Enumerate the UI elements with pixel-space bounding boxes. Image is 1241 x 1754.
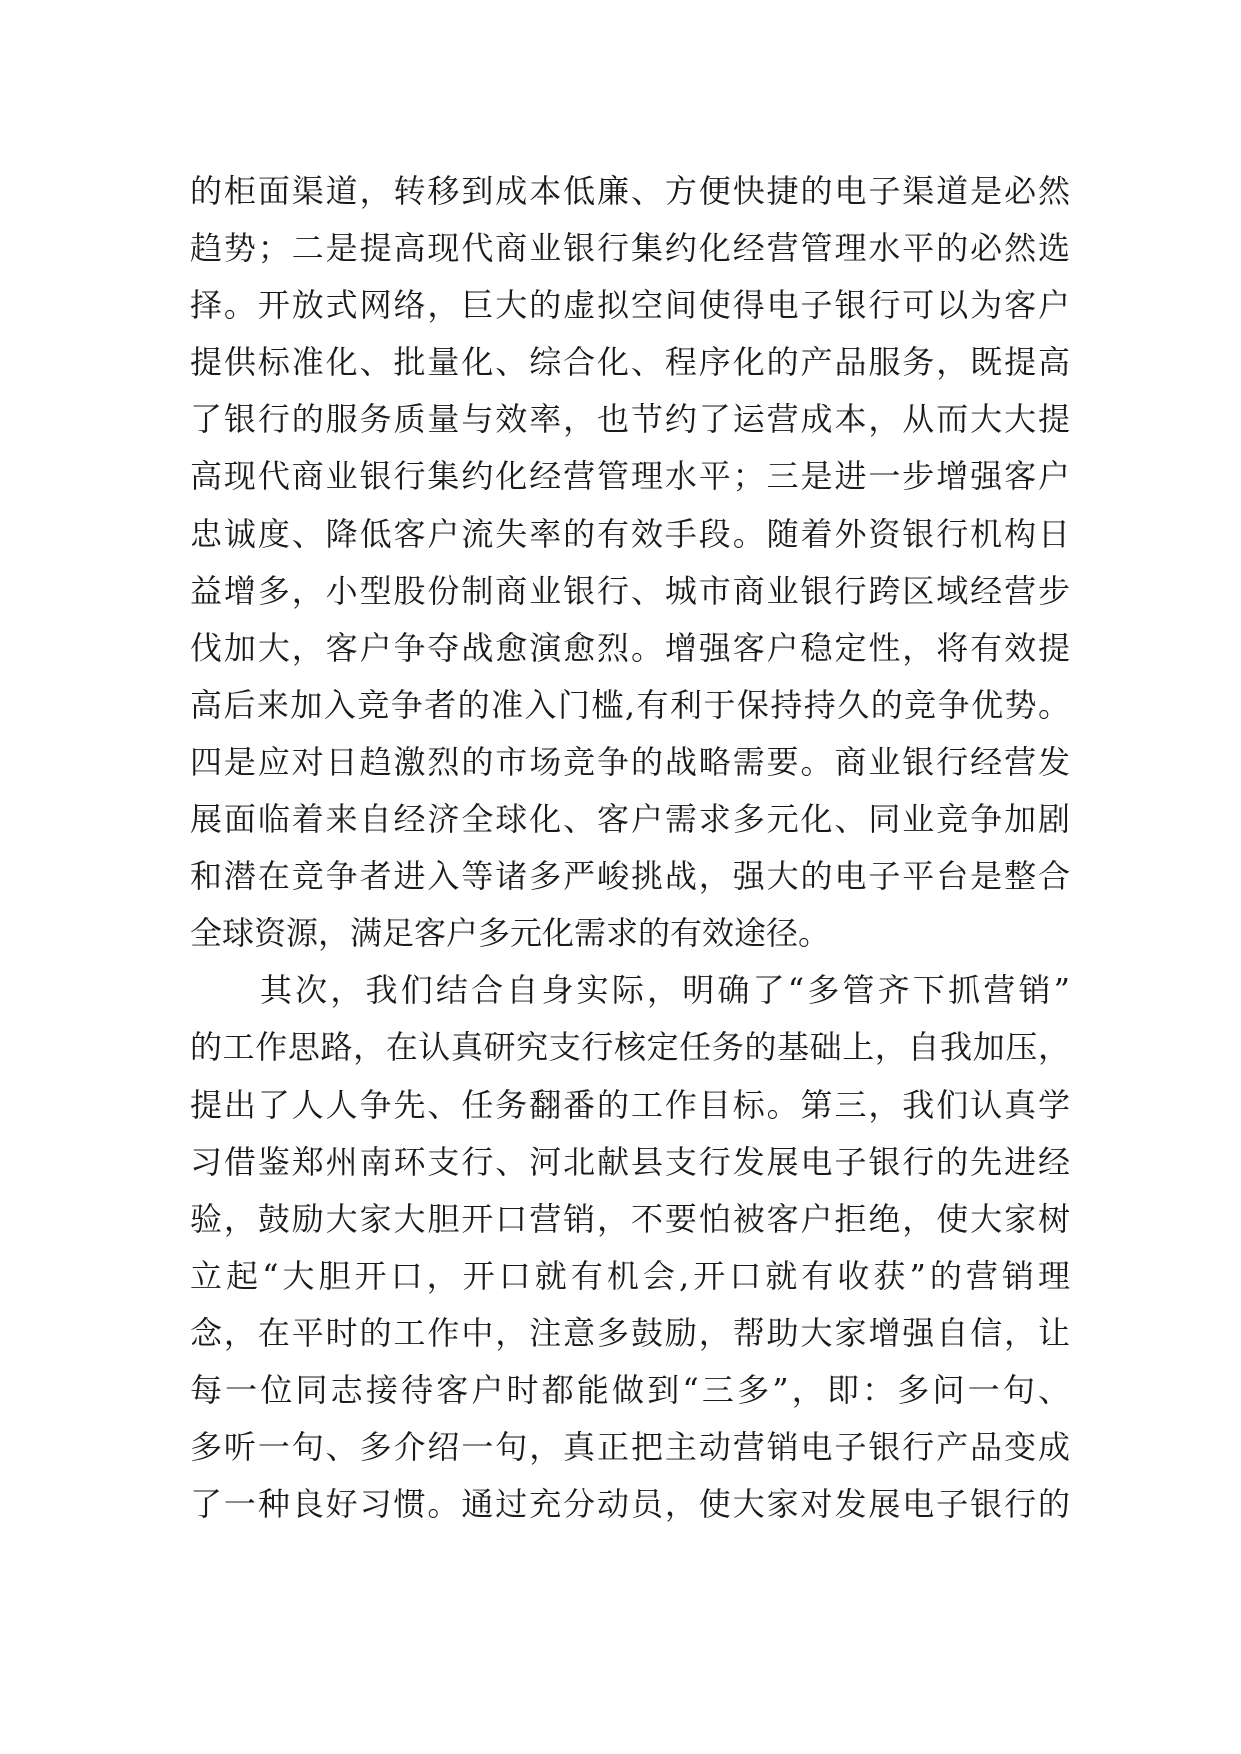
text-line: 了一种良好习惯。通过充分动员，使大家对发展电子银行的 — [190, 1485, 1070, 1524]
text-line: 了银行的服务质量与效率，也节约了运营成本，从而大大提 — [190, 400, 1070, 439]
text-line: 习借鉴郑州南环支行、河北献县支行发展电子银行的先进经 — [190, 1142, 1070, 1181]
text-line: 和潜在竞争者进入等诸多严峻挑战，强大的电子平台是整合 — [190, 857, 1070, 896]
text-line: 择。开放式网络，巨大的虚拟空间使得电子银行可以为客户 — [190, 286, 1070, 325]
body-text — [190, 163, 1070, 1533]
text-line: 提出了人人争先、任务翻番的工作目标。第三，我们认真学 — [190, 1085, 1070, 1124]
text-line: 提供标准化、批量化、综合化、程序化的产品服务，既提高 — [190, 343, 1070, 382]
paragraph-start-line: 其次，我们结合自身实际，明确了“多管齐下抓营销” — [260, 971, 1070, 1010]
text-line: 伐加大，客户争夺战愈演愈烈。增强客户稳定性，将有效提 — [190, 628, 1070, 667]
text-line: 忠诚度、降低客户流失率的有效手段。随着外资银行机构日 — [190, 514, 1070, 553]
paragraph-end-line: 全球资源，满足客户多元化需求的有效途径。 — [190, 914, 831, 953]
text-line: 每一位同志接待客户时都能做到“三多”，即：多问一句、 — [190, 1370, 1070, 1409]
text-line: 高现代商业银行集约化经营管理水平；三是进一步增强客户 — [190, 457, 1070, 496]
text-line: 四是应对日趋激烈的市场竞争的战略需要。商业银行经营发 — [190, 742, 1070, 781]
text-line: 展面临着来自经济全球化、客户需求多元化、同业竞争加剧 — [190, 800, 1070, 839]
text-line: 的柜面渠道，转移到成本低廉、方便快捷的电子渠道是必然 — [190, 172, 1070, 210]
text-line: 验，鼓励大家大胆开口营销，不要怕被客户拒绝，使大家树 — [190, 1199, 1070, 1238]
text-line: 高后来加入竞争者的准入门槛,有利于保持持久的竞争优势。 — [190, 685, 1070, 724]
text-line: 念，在平时的工作中，注意多鼓励，帮助大家增强自信，让 — [190, 1313, 1070, 1352]
text-line: 趋势；二是提高现代商业银行集约化经营管理水平的必然选 — [190, 229, 1070, 268]
text-line: 多听一句、多介绍一句，真正把主动营销电子银行产品变成 — [190, 1428, 1070, 1467]
text-line: 立起“大胆开口，开口就有机会,开口就有收获”的营销理 — [190, 1256, 1070, 1295]
text-line: 益增多，小型股份制商业银行、城市商业银行跨区域经营步 — [190, 571, 1070, 610]
text-line: 的工作思路，在认真研究支行核定任务的基础上，自我加压， — [190, 1028, 1070, 1067]
